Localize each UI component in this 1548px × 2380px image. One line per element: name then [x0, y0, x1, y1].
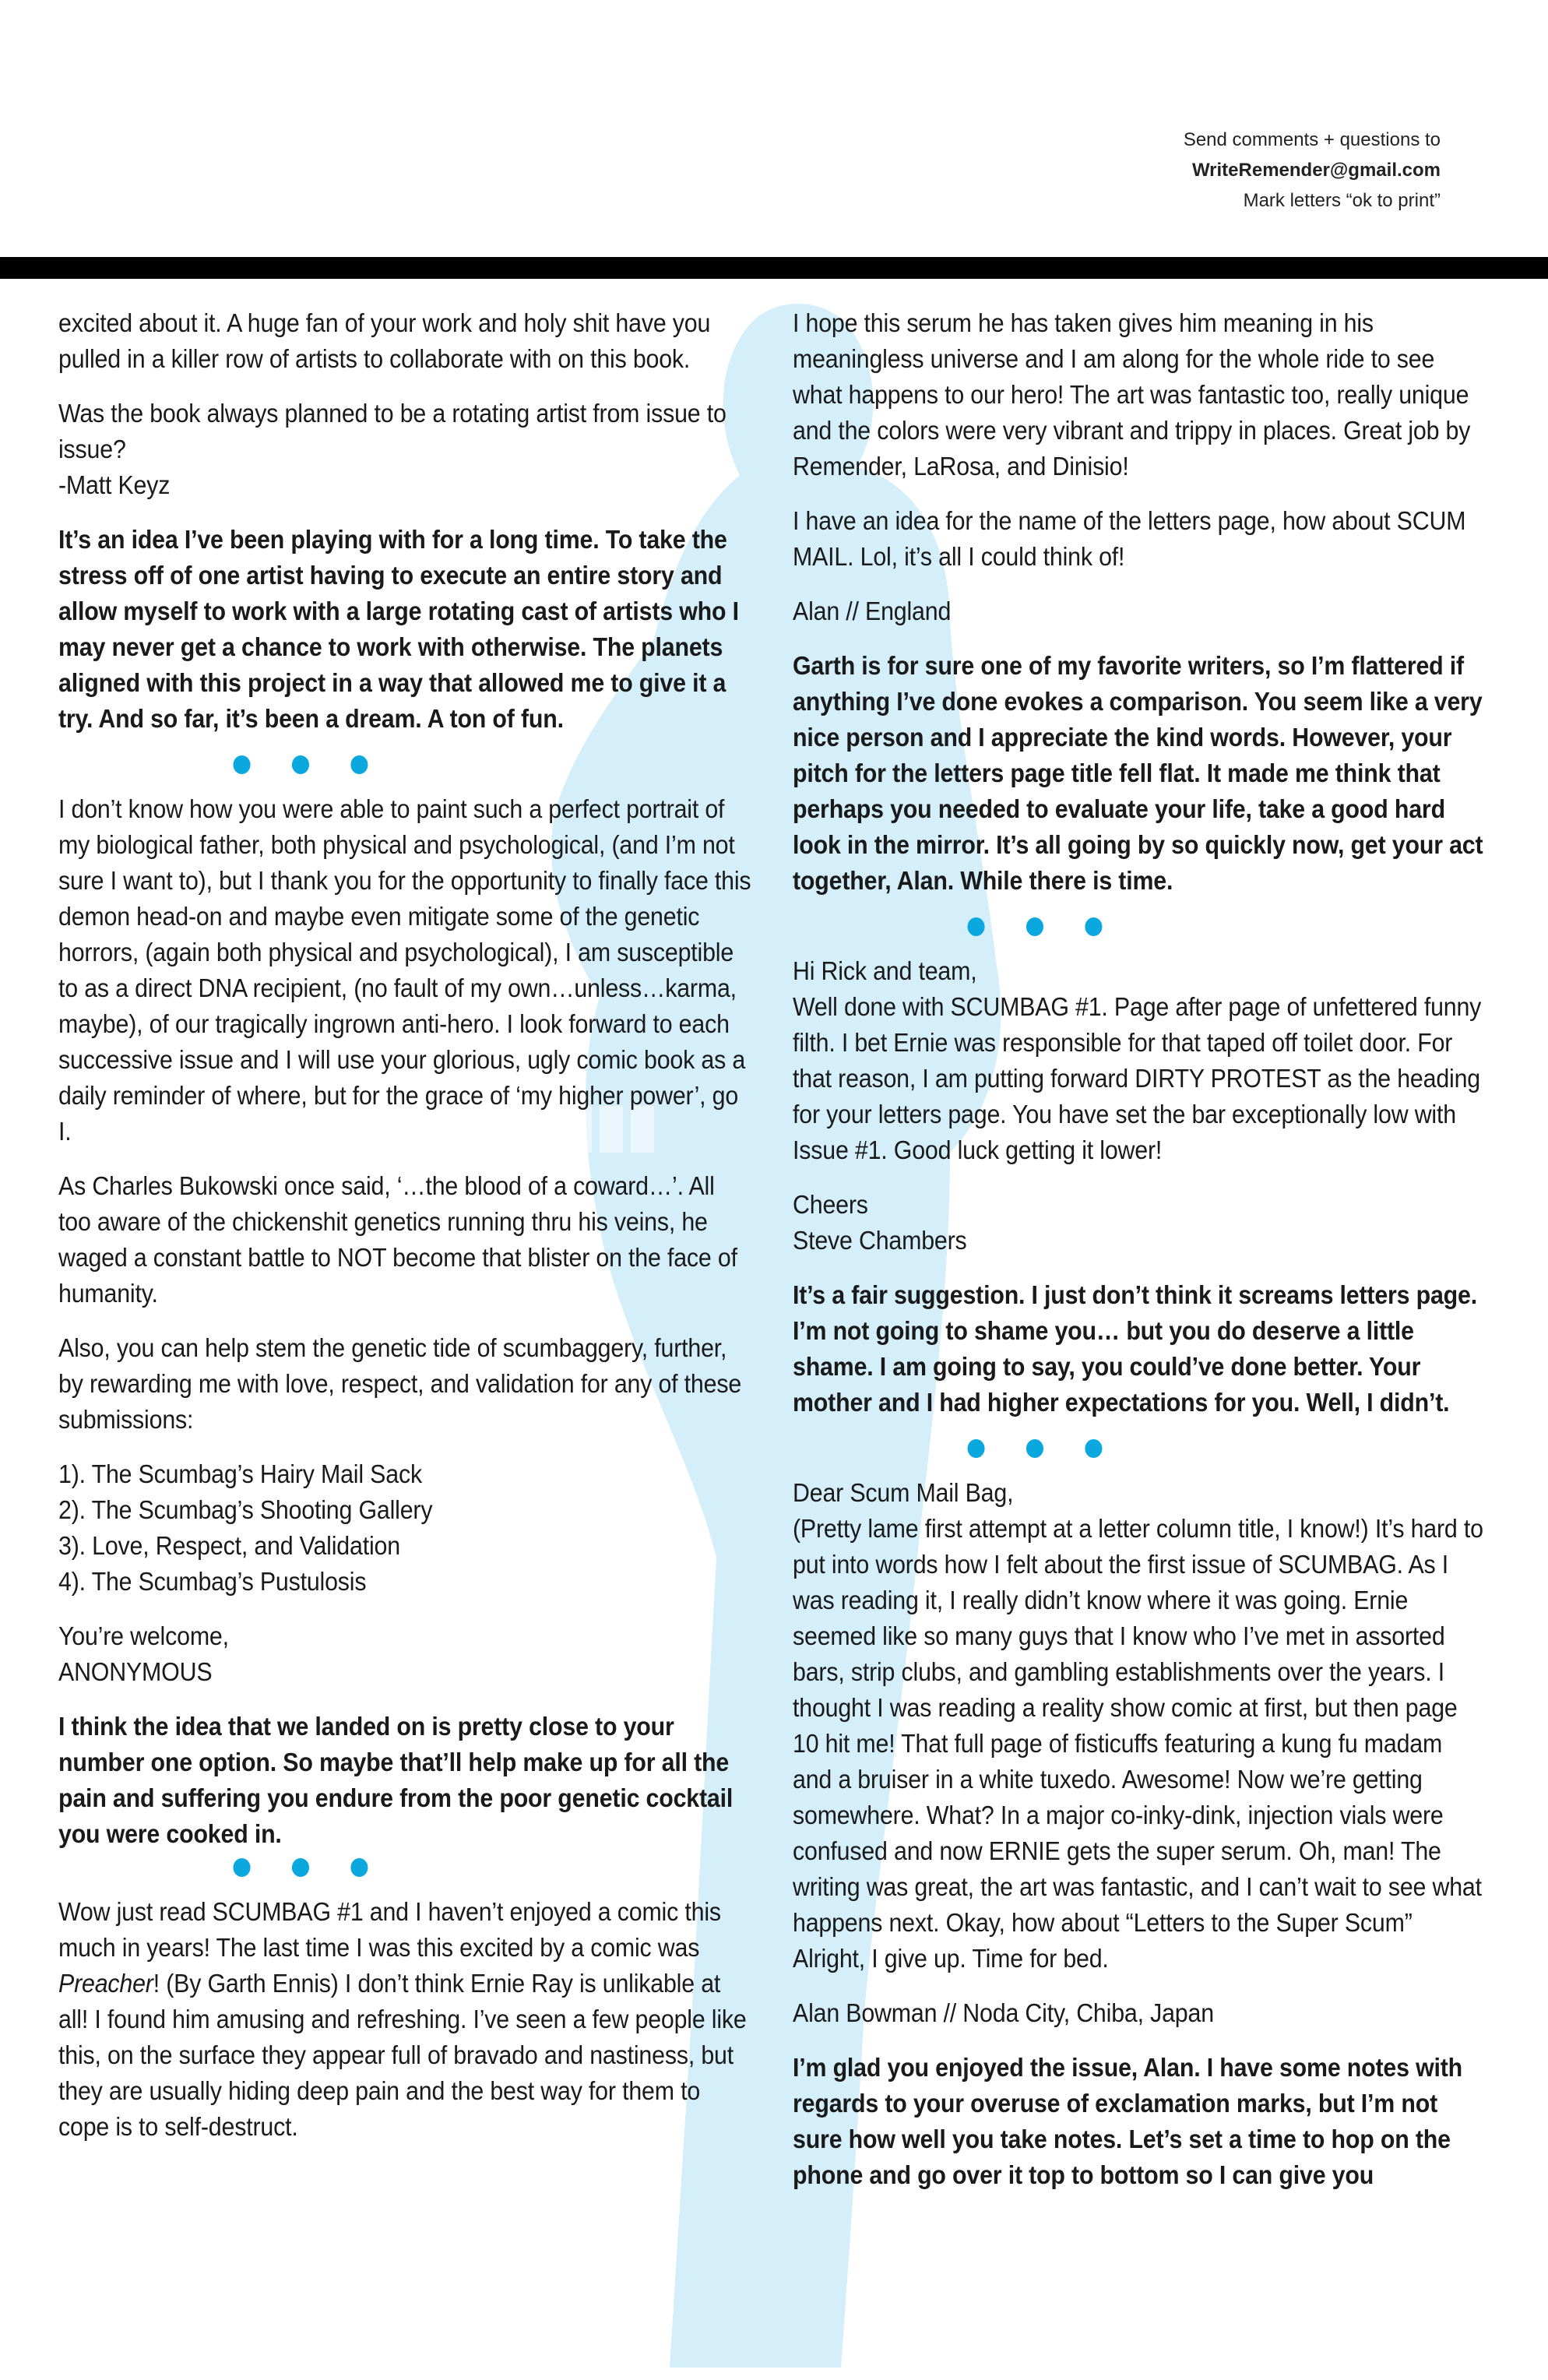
- editor-response: I think the idea that we landed on is pretty close to your number one option. So maybe that’ll help make up for all the pain and suffering you endure from the poor genetic cocktail you were cooked in.: [58, 1712, 734, 1848]
- letter-text: I don’t know how you were able to paint such a perfect portrait of my biological father, both physical and psychological, (and I’m not sure I want to), but I thank you for the opportunity to finally face this demon head-on and maybe even mitigate some of the genetic horrors, (again both physical and psychological), I am susceptible to as a direct DNA recipient, (no fault of my own…unless…karma, maybe), of our tragically ingrown anti-hero. I look forward to each successive issue and I will use your glorious, ugly comic book as a daily reminder of where, but for the grace of ‘my higher power’, go I.: [58, 794, 751, 1146]
- header-print-note: Mark letters “ok to print”: [1243, 190, 1441, 211]
- header-divider: [0, 257, 1548, 279]
- letter-signature: Alan Bowman // Noda City, Chiba, Japan: [793, 1998, 1214, 2027]
- letter-text: excited about it. A huge fan of your work and holy shit have you pulled in a killer row of artists to collaborate with on this book.: [58, 308, 711, 373]
- letter-text: I hope this serum he has taken gives him meaning in his meaningless universe and I am along for the whole ride to see what happens to our hero! The art was fantastic too, really unique and the colors were very vibrant and trippy in places. Great job by Remender, LaRosa, and Dinisio!: [793, 308, 1471, 481]
- divider-dot: [967, 1439, 984, 1458]
- letter-text: (Pretty lame first attempt at a letter column title, I know!) It’s hard to put into words how I felt about the first issue of SCUMBAG. As I was reading it, I really didn’t know where it was going. Ernie seemed like so many guys that I know who I’ve met in assorted bars, strip clubs, and gambling establishments over the years. I thought I was reading a reality show comic at first, but then page 10 hit me! That full page of fisticuffs featuring a kung fu madam and a bruiser in a white tuxedo. Awesome! Now we’re getting somewhere. What? In a major co-inky-dink, injection vials were confused and now ERNIE gets the super serum. Oh, man! The writing was great, the art was fantastic, and I can’t wait to see what happens next. Okay, how about “Letters to the Super Scum” Alright, I give up. Time for bed.: [793, 1514, 1483, 1973]
- divider-dot: [967, 917, 984, 936]
- book-title: Preacher: [58, 1969, 153, 1998]
- divider-dot: [1026, 1439, 1043, 1458]
- header-send-comments: Send comments + questions to: [1183, 129, 1441, 150]
- section-divider: [114, 755, 487, 774]
- divider-dot: [233, 1858, 250, 1877]
- editor-response: It’s an idea I’ve been playing with for a long time. To take the stress off of one artist having to execute an entire story and allow myself to work with a large rotating cast of artists who I may never get a chance to work with otherwise. The planets aligned with this project in a way that allowed me to give it a try. And so far, it’s been a dream. A ton of fun.: [58, 525, 739, 733]
- list-item: 3). Love, Respect, and Validation: [58, 1531, 400, 1560]
- section-divider: [849, 1439, 1221, 1458]
- right-column: [793, 305, 1487, 2212]
- divider-dot: [292, 755, 309, 774]
- divider-dot: [1085, 917, 1102, 936]
- letter-text: I have an idea for the name of the letters page, how about SCUM MAIL. Lol, it’s all I could think of!: [793, 506, 1466, 571]
- letter-signature: ANONYMOUS: [58, 1657, 213, 1686]
- letter-signature: -Matt Keyz: [58, 470, 171, 499]
- divider-dot: [350, 755, 368, 774]
- section-divider: [114, 1858, 487, 1877]
- letter-text: Was the book always planned to be a rotating artist from issue to issue?: [58, 399, 727, 463]
- letter-text: As Charles Bukowski once said, ‘…the blood of a coward…’. All too aware of the chickenshit genetics running thru his veins, he waged a constant battle to NOT become that blister on the face of humanity.: [58, 1171, 737, 1308]
- left-column: [58, 305, 753, 2163]
- list-item: 1). The Scumbag’s Hairy Mail Sack: [58, 1459, 422, 1488]
- divider-dot: [1026, 917, 1043, 936]
- editor-response: I’m glad you enjoyed the issue, Alan. I have some notes with regards to your overuse of exclamation marks, but I’m not sure how well you take notes. Let’s set a time to hop on the phone and go over it top to bottom so I can give you: [793, 2053, 1463, 2189]
- letter-greeting: Hi Rick and team,: [793, 956, 977, 985]
- header-email[interactable]: WriteRemender@gmail.com: [1191, 160, 1441, 181]
- letter-text: [58, 1894, 753, 2145]
- editor-response: It’s a fair suggestion. I just don’t think it screams letters page. I’m not going to shame you… but you do deserve a little shame. I am going to say, you could’ve done better. Your mother and I had higher expectations for you. Well, I didn’t.: [793, 1280, 1478, 1417]
- list-item: 2). The Scumbag’s Shooting Gallery: [58, 1495, 433, 1524]
- editor-response: Garth is for sure one of my favorite writers, so I’m flattered if anything I’ve done evokes a comparison. You seem like a very nice person and I appreciate the kind words. However, your pitch for the letters page title fell flat. It made me think that perhaps you needed to evaluate your life, take a good hard look in the mirror. It’s all going by so quickly now, get your act together, Alan. While there is time.: [793, 651, 1483, 895]
- letter-text-part: Wow just read SCUMBAG #1 and I haven’t enjoyed a comic this much in years! The last time I was this excited by a comic was: [58, 1897, 721, 1962]
- section-divider: [849, 917, 1221, 936]
- submission-list: [58, 1456, 753, 1600]
- letter-text-part: ! (By Garth Ennis) I don’t think Ernie Ray is unlikable at all! I found him amusing and refreshing. I’ve seen a few people like this, on the surface they appear full of bravado and nastiness, but they are usually hiding deep pain and the best way for them to cope is to self-destruct.: [58, 1969, 747, 2141]
- letter-signature: Alan // England: [793, 597, 952, 625]
- letter-greeting: Dear Scum Mail Bag,: [793, 1478, 1014, 1507]
- letter-closing: Cheers: [793, 1190, 868, 1219]
- letter-closing: You’re welcome,: [58, 1621, 229, 1650]
- list-item: 4). The Scumbag’s Pustulosis: [58, 1567, 367, 1596]
- letter-signature: Steve Chambers: [793, 1226, 967, 1255]
- letter-text: Well done with SCUMBAG #1. Page after page of unfettered funny filth. I bet Ernie was responsible for that taped off toilet door. For that reason, I am putting forward DIRTY PROTEST as the heading for your letters page. You have set the bar exceptionally low with Issue #1. Good luck getting it lower!: [793, 992, 1482, 1164]
- divider-dot: [350, 1858, 368, 1877]
- letter-text: Also, you can help stem the genetic tide of scumbaggery, further, by rewarding me with love, respect, and validation for any of these submissions:: [58, 1333, 742, 1434]
- divider-dot: [292, 1858, 309, 1877]
- letters-header: [895, 125, 1441, 216]
- divider-dot: [233, 755, 250, 774]
- divider-dot: [1085, 1439, 1102, 1458]
